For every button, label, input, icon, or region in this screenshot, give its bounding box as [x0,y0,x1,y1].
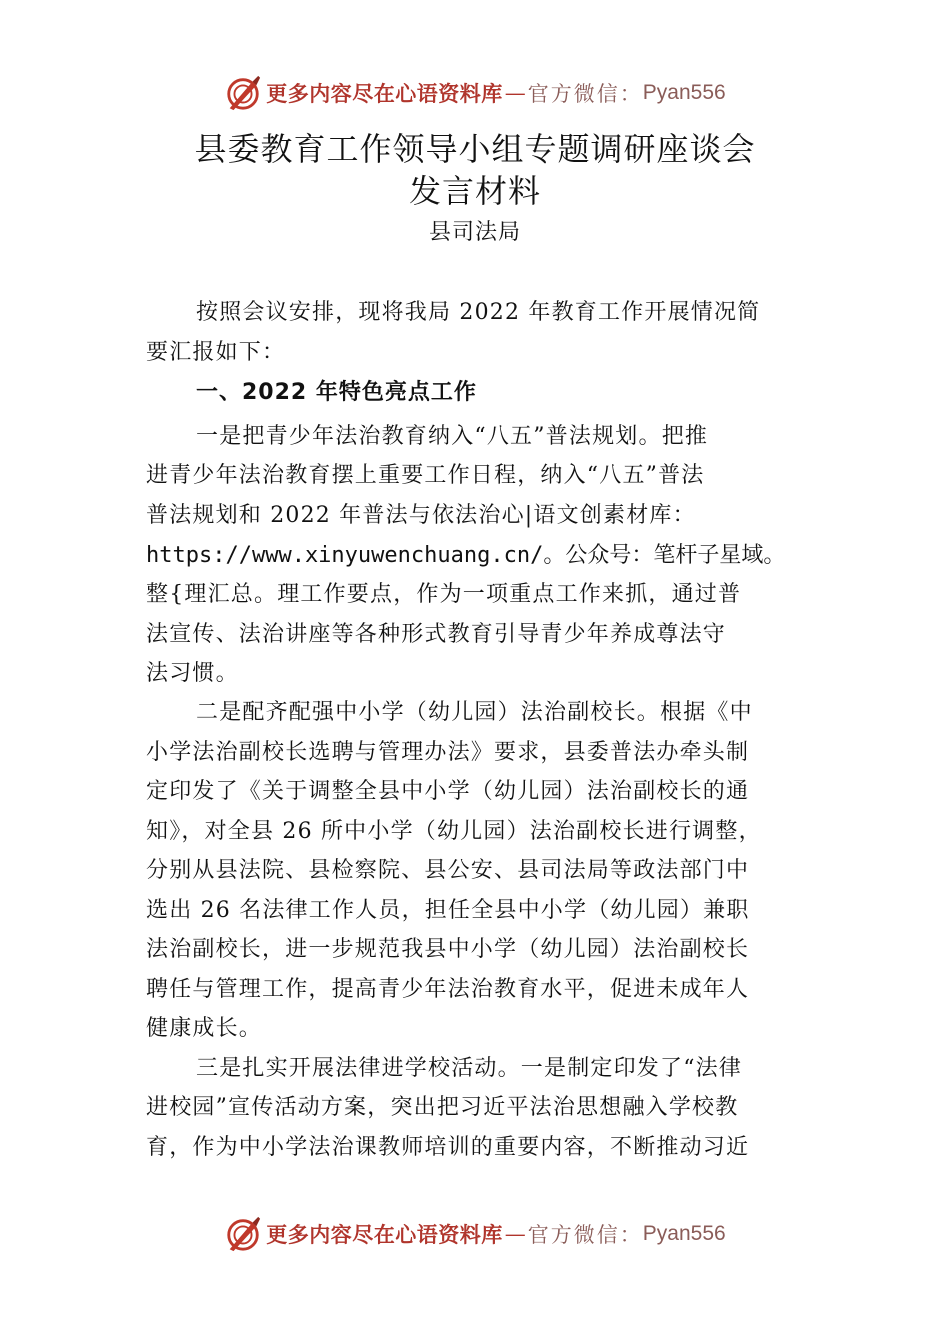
body-line: 知》，对全县 26 所中小学（幼儿园）法治副校长进行调整， [146,819,762,844]
body-line: 要汇报如下： [146,340,286,365]
body-line: 三是扎实开展法律进学校活动。一是制定印发了“法律 [196,1056,743,1081]
body-line: 进青少年法治教育摆上重要工作日程，纳入“八五”普法 [146,463,705,488]
pen-logo-icon [224,74,262,112]
body-line: 整{理汇总。理工作要点，作为一项重点工作来抓，通过普 [146,582,742,607]
banner-wechat-label: 官方微信： [527,82,643,106]
body-line: 选出 26 名法律工作人员，担任全县中小学（幼儿园）兼职 [146,898,750,923]
body-line: 定印发了《关于调整全县中小学（幼儿园）法治副校长的通 [146,779,750,804]
body-line-url: https://www.xinyuwenchuang.cn/。公众号：笔杆子星域。 [146,543,786,568]
document-title-line1: 县委教育工作领导小组专题调研座谈会 [194,130,756,168]
body-line: 育，作为中小学法治课教师培训的重要内容，不断推动习近 [146,1135,750,1160]
banner-wechat-id: Pyan556 [642,1222,726,1245]
body-line: 小学法治副校长选聘与管理办法》要求，县委普法办牵头制 [146,740,750,765]
banner-site-text: 更多内容尽在心语资料库 [266,81,503,106]
body-line: 进校园”宣传活动方案，突出把习近平法治思想融入学校教 [146,1095,739,1120]
banner-site-text: 更多内容尽在心语资料库 [266,1222,503,1247]
banner-wechat-label: 官方微信： [527,1223,643,1247]
banner-separator: — [504,81,526,105]
body-line: 分别从县法院、县检察院、县公安、县司法局等政法部门中 [146,858,750,883]
section-heading: 一、2022 年特色亮点工作 [196,380,477,405]
body-line: 聘任与管理工作，提高青少年法治教育水平，促进未成年人 [146,977,750,1002]
banner-wechat-id: Pyan556 [642,81,726,104]
footer-watermark-banner [0,1214,950,1254]
pen-logo-icon [224,1215,262,1253]
body-line: 二是配齐配强中小学（幼儿园）法治副校长。根据《中 [196,700,753,725]
document-title-line2: 发言材料 [408,172,541,210]
body-line: 法宣传、法治讲座等各种形式教育引导青少年养成尊法守 [146,622,727,647]
document-author: 县司法局 [428,220,521,245]
body-line: 一是把青少年法治教育纳入“八五”普法规划。把推 [196,424,709,449]
banner-separator: — [504,1222,526,1246]
body-line: 普法规划和 2022 年普法与依法治心|语文创素材库： [146,503,696,528]
body-line: 法习惯。 [146,661,239,686]
body-line: 按照会议安排，现将我局 2022 年教育工作开展情况简 [196,300,761,325]
body-line: 法治副校长，进一步规范我县中小学（幼儿园）法治副校长 [146,937,750,962]
body-line: 健康成长。 [146,1016,263,1041]
header-watermark-banner [0,73,950,113]
